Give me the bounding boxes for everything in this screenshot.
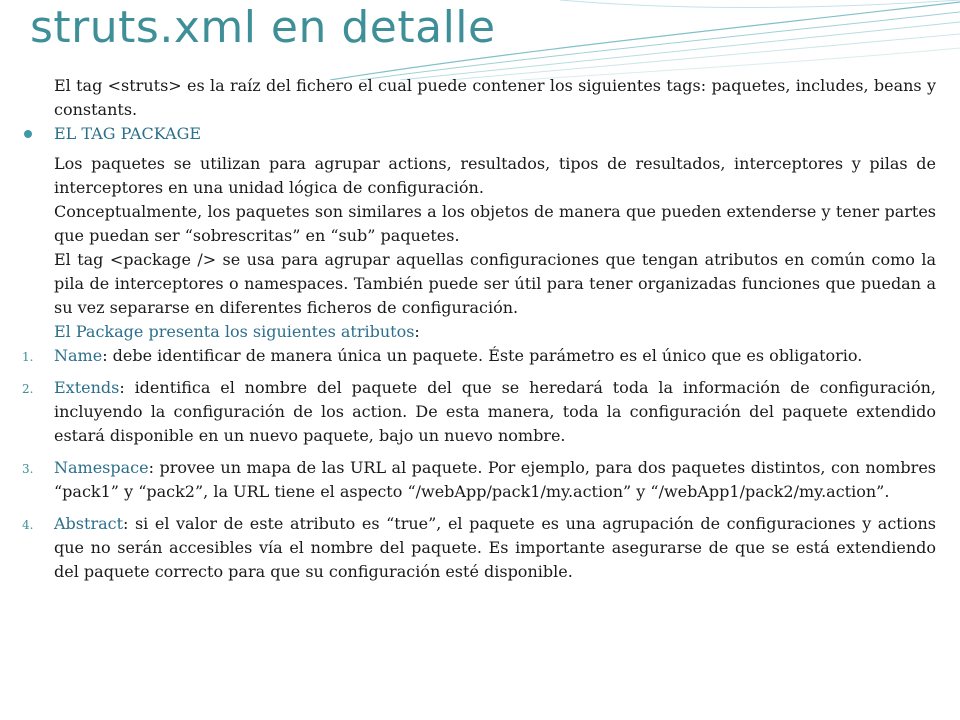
list-item xyxy=(22,376,936,448)
attribute-description: : provee un mapa de las URL al paquete. Por ejemplo, para dos paquetes distintos, con nombres “pack1” y “pack2”, la URL tiene el aspecto “/webApp/pack1/my.action” y “/webApp1/pack2/my.action”. xyxy=(54,458,936,501)
intro-paragraph: El tag <struts> es la raíz del fichero el cual puede contener los siguientes tags: paquetes, includes, beans y constants. xyxy=(54,76,936,119)
bullet-label: EL TAG PACKAGE xyxy=(54,124,202,143)
bullet-dot-icon xyxy=(24,130,32,138)
attributes-list xyxy=(22,344,936,584)
list-item xyxy=(22,344,936,368)
list-item xyxy=(22,456,936,504)
paragraph-package-tag: El tag <package /> se usa para agrupar aquellas configuraciones que tengan atributos en común como la pila de interceptores o namespaces. También puede ser útil para tener organizadas funciones que puedan a su vez separarse en diferentes ficheros de configuración. xyxy=(54,250,936,317)
attribute-description: : identifica el nombre del paquete del que se heredará toda la información de configuración, incluyendo la configuración de los action. De esta manera, toda la configuración del paquete extendido estará disponible en un nuevo paquete, bajo un nuevo nombre. xyxy=(54,378,936,445)
list-item-number: 2. xyxy=(22,382,34,396)
attributes-intro-colon: : xyxy=(414,322,420,341)
attribute-description: : debe identificar de manera única un paquete. Éste parámetro es el único que es obligatorio. xyxy=(102,346,863,365)
list-item-number: 3. xyxy=(22,462,34,476)
attributes-intro-text: El Package presenta los siguientes atributos xyxy=(54,322,415,341)
attribute-term: Extends xyxy=(54,378,120,397)
attribute-term: Namespace xyxy=(54,458,149,477)
attribute-description: : si el valor de este atributo es “true”, el paquete es una agrupación de configuraciones y actions que no serán accesibles vía el nombre del paquete. Es importante asegurarse de que se está extendiendo del paquete correcto para que su configuración esté disponible. xyxy=(54,514,936,581)
bullet-package xyxy=(54,122,936,146)
slide-title: struts.xml en detalle xyxy=(30,2,496,53)
attribute-term: Abstract xyxy=(54,514,124,533)
list-item xyxy=(22,512,936,584)
attributes-intro xyxy=(54,320,936,344)
list-item-number: 1. xyxy=(22,350,34,364)
slide-content xyxy=(22,74,936,592)
paragraph-concept: Conceptualmente, los paquetes son similares a los objetos de manera que pueden extenderse y tener partes que puedan ser “sobrescritas” en “sub” paquetes. xyxy=(54,202,936,245)
paragraph-packages: Los paquetes se utilizan para agrupar actions, resultados, tipos de resultados, interceptores y pilas de interceptores en una unidad lógica de configuración. xyxy=(54,154,936,197)
attribute-term: Name xyxy=(54,346,103,365)
list-item-number: 4. xyxy=(22,518,34,532)
